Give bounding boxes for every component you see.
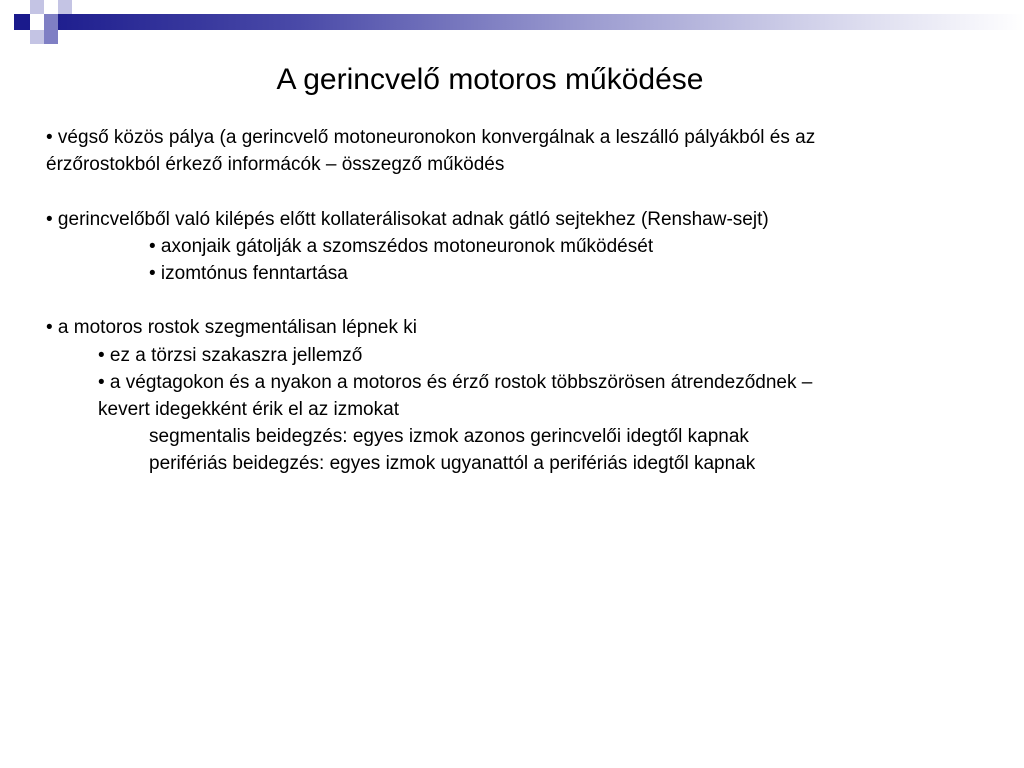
- body-line: • gerincvelőből való kilépés előtt kollaterálisokat adnak gátló sejtekhez (Renshaw-sejt): [46, 208, 769, 230]
- decor-square-light: [30, 0, 44, 14]
- blank-line: [46, 287, 986, 314]
- slide-body: [46, 124, 986, 478]
- decor-square-mid: [44, 14, 58, 30]
- body-line: • a motoros rostok szegmentálisan lépnek ki: [46, 317, 417, 339]
- body-line: érzőrostokból érkező informácók – összegző működés: [46, 154, 505, 176]
- body-line-indented: • izomtónus fenntartása: [149, 263, 348, 284]
- body-line-indented: • ez a törzsi szakaszra jellemző: [98, 344, 363, 366]
- body-line: • végső közös pálya (a gerincvelő motoneuronokon konvergálnak a leszálló pályákból és az: [46, 127, 816, 148]
- body-line-indented: • a végtagokon és a nyakon a motoros és érző rostok többszörösen átrendeződnek –: [98, 371, 813, 393]
- blank-line: [46, 178, 986, 205]
- decor-square-mid-2: [44, 30, 58, 44]
- decor-square-dark: [14, 14, 30, 30]
- body-line-indented: • axonjaik gátolják a szomszédos motoneuronok működését: [149, 235, 654, 257]
- header-gradient-band: [58, 14, 1024, 30]
- decor-square-light-3: [58, 0, 72, 14]
- body-line-indented: kevert idegekként érik el az izmokat: [98, 399, 399, 420]
- body-line-indented: segmentalis beidegzés: egyes izmok azonos gerincvelői idegtől kapnak: [149, 426, 749, 448]
- decor-square-light-2: [30, 30, 44, 44]
- body-line-indented: perifériás beidegzés: egyes izmok ugyanattól a perifériás idegtől kapnak: [149, 453, 756, 475]
- slide-title: A gerincvelő motoros működése: [276, 63, 704, 96]
